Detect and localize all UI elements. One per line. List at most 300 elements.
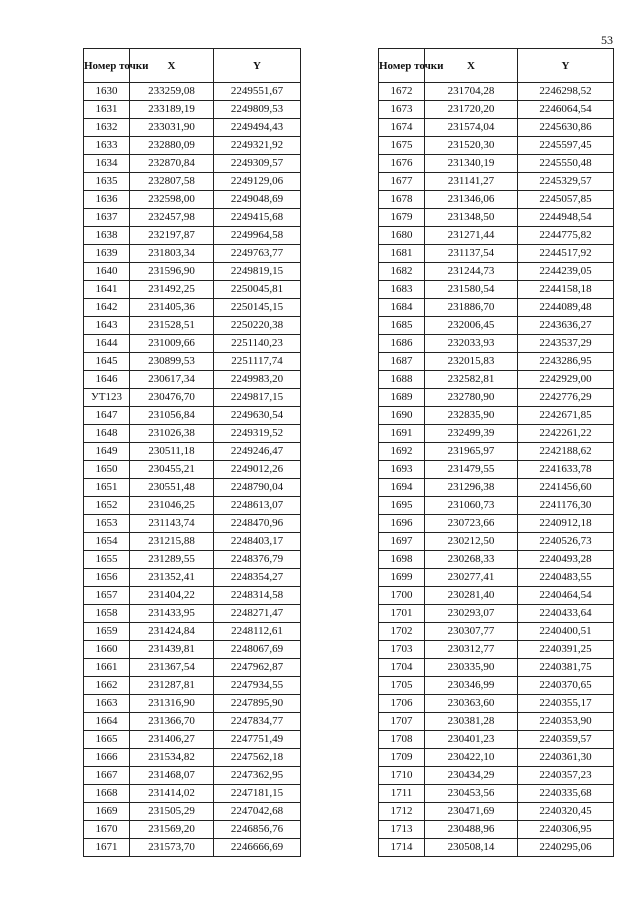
point-number-cell: 1688 <box>379 371 425 389</box>
point-number-cell: 1711 <box>379 785 425 803</box>
x-coordinate-cell: 231405,36 <box>130 299 214 317</box>
x-coordinate-cell: 231704,28 <box>425 83 518 101</box>
table-header-row <box>84 49 301 83</box>
point-number-cell: 1694 <box>379 479 425 497</box>
table-row <box>379 137 614 155</box>
point-number-cell: 1701 <box>379 605 425 623</box>
y-coordinate-cell: 2247181,15 <box>214 785 301 803</box>
table-row <box>379 515 614 533</box>
y-coordinate-cell: 2249415,68 <box>214 209 301 227</box>
table-row <box>379 173 614 191</box>
x-coordinate-cell: 230381,28 <box>425 713 518 731</box>
point-number-cell: 1634 <box>84 155 130 173</box>
y-coordinate-cell: 2245597,45 <box>518 137 614 155</box>
table-row <box>84 551 301 569</box>
x-coordinate-cell: 231046,25 <box>130 497 214 515</box>
point-number-cell: 1649 <box>84 443 130 461</box>
y-coordinate-cell: 2240320,45 <box>518 803 614 821</box>
point-number-cell: 1636 <box>84 191 130 209</box>
x-coordinate-cell: 230899,53 <box>130 353 214 371</box>
y-coordinate-cell: 2244239,05 <box>518 263 614 281</box>
point-number-cell: 1651 <box>84 479 130 497</box>
table-row <box>379 317 614 335</box>
y-coordinate-cell: 2244948,54 <box>518 209 614 227</box>
header-y: Y <box>214 49 301 83</box>
table-row <box>84 695 301 713</box>
point-number-cell: 1667 <box>84 767 130 785</box>
x-coordinate-cell: 230281,40 <box>425 587 518 605</box>
point-number-cell: 1657 <box>84 587 130 605</box>
x-coordinate-cell: 230363,60 <box>425 695 518 713</box>
y-coordinate-cell: 2240335,68 <box>518 785 614 803</box>
table-row <box>84 425 301 443</box>
point-number-cell: 1710 <box>379 767 425 785</box>
point-number-cell: 1681 <box>379 245 425 263</box>
y-coordinate-cell: 2249817,15 <box>214 389 301 407</box>
table-row <box>379 497 614 515</box>
point-number-cell: 1660 <box>84 641 130 659</box>
table-row <box>84 713 301 731</box>
table-row <box>379 569 614 587</box>
table-row <box>379 767 614 785</box>
coordinates-table-left <box>83 48 301 857</box>
point-number-cell: 1674 <box>379 119 425 137</box>
x-coordinate-cell: 232835,90 <box>425 407 518 425</box>
x-coordinate-cell: 230453,56 <box>425 785 518 803</box>
table-row <box>84 785 301 803</box>
x-coordinate-cell: 230422,10 <box>425 749 518 767</box>
table-row <box>379 749 614 767</box>
x-coordinate-cell: 231574,04 <box>425 119 518 137</box>
table-row <box>379 209 614 227</box>
table-row <box>84 767 301 785</box>
x-coordinate-cell: 233031,90 <box>130 119 214 137</box>
table-row <box>379 227 614 245</box>
y-coordinate-cell: 2248271,47 <box>214 605 301 623</box>
point-number-cell: 1705 <box>379 677 425 695</box>
table-row <box>379 551 614 569</box>
table-row <box>379 587 614 605</box>
x-coordinate-cell: 230455,21 <box>130 461 214 479</box>
point-number-cell: 1662 <box>84 677 130 695</box>
y-coordinate-cell: 2240306,95 <box>518 821 614 839</box>
y-coordinate-cell: 2246064,54 <box>518 101 614 119</box>
y-coordinate-cell: 2240361,30 <box>518 749 614 767</box>
point-number-cell: 1665 <box>84 731 130 749</box>
point-number-cell: 1677 <box>379 173 425 191</box>
x-coordinate-cell: 231289,55 <box>130 551 214 569</box>
point-number-cell: 1704 <box>379 659 425 677</box>
table-body-right <box>379 83 614 857</box>
x-coordinate-cell: 231340,19 <box>425 155 518 173</box>
point-number-cell: 1672 <box>379 83 425 101</box>
table-row <box>379 533 614 551</box>
x-coordinate-cell: 231886,70 <box>425 299 518 317</box>
x-coordinate-cell: 230471,69 <box>425 803 518 821</box>
x-coordinate-cell: 232870,84 <box>130 155 214 173</box>
table-row <box>84 569 301 587</box>
x-coordinate-cell: 230277,41 <box>425 569 518 587</box>
y-coordinate-cell: 2248790,04 <box>214 479 301 497</box>
y-coordinate-cell: 2245630,86 <box>518 119 614 137</box>
x-coordinate-cell: 232499,39 <box>425 425 518 443</box>
table-body-left <box>84 83 301 857</box>
x-coordinate-cell: 231056,84 <box>130 407 214 425</box>
y-coordinate-cell: 2241633,78 <box>518 461 614 479</box>
table-row <box>379 479 614 497</box>
y-coordinate-cell: 2249763,77 <box>214 245 301 263</box>
x-coordinate-cell: 231009,66 <box>130 335 214 353</box>
y-coordinate-cell: 2240353,90 <box>518 713 614 731</box>
y-coordinate-cell: 2248112,61 <box>214 623 301 641</box>
table-row <box>84 155 301 173</box>
y-coordinate-cell: 2249630,54 <box>214 407 301 425</box>
table-row <box>84 677 301 695</box>
table-row <box>379 641 614 659</box>
x-coordinate-cell: 231534,82 <box>130 749 214 767</box>
point-number-cell: 1682 <box>379 263 425 281</box>
x-coordinate-cell: 231596,90 <box>130 263 214 281</box>
point-number-cell: 1708 <box>379 731 425 749</box>
y-coordinate-cell: 2244517,92 <box>518 245 614 263</box>
x-coordinate-cell: 232457,98 <box>130 209 214 227</box>
table-row <box>379 623 614 641</box>
table-row <box>84 119 301 137</box>
y-coordinate-cell: 2250220,38 <box>214 317 301 335</box>
y-coordinate-cell: 2240526,73 <box>518 533 614 551</box>
y-coordinate-cell: 2241176,30 <box>518 497 614 515</box>
x-coordinate-cell: 231060,73 <box>425 497 518 515</box>
y-coordinate-cell: 2247834,77 <box>214 713 301 731</box>
y-coordinate-cell: 2242929,00 <box>518 371 614 389</box>
x-coordinate-cell: 231803,34 <box>130 245 214 263</box>
x-coordinate-cell: 231137,54 <box>425 245 518 263</box>
table-row <box>379 299 614 317</box>
y-coordinate-cell: 2246298,52 <box>518 83 614 101</box>
y-coordinate-cell: 2240381,75 <box>518 659 614 677</box>
table-row <box>84 533 301 551</box>
point-number-cell: 1641 <box>84 281 130 299</box>
point-number-cell: 1686 <box>379 335 425 353</box>
table-row <box>84 299 301 317</box>
x-coordinate-cell: 232033,93 <box>425 335 518 353</box>
point-number-cell: 1632 <box>84 119 130 137</box>
point-number-cell: 1663 <box>84 695 130 713</box>
y-coordinate-cell: 2240464,54 <box>518 587 614 605</box>
x-coordinate-cell: 230551,48 <box>130 479 214 497</box>
point-number-cell: 1656 <box>84 569 130 587</box>
y-coordinate-cell: 2247895,90 <box>214 695 301 713</box>
x-coordinate-cell: 231492,25 <box>130 281 214 299</box>
y-coordinate-cell: 2249048,69 <box>214 191 301 209</box>
x-coordinate-cell: 231528,51 <box>130 317 214 335</box>
table-row <box>84 173 301 191</box>
point-number-cell: 1685 <box>379 317 425 335</box>
y-coordinate-cell: 2250045,81 <box>214 281 301 299</box>
table-row <box>84 497 301 515</box>
y-coordinate-cell: 2249012,26 <box>214 461 301 479</box>
point-number-cell: 1661 <box>84 659 130 677</box>
x-coordinate-cell: 230488,96 <box>425 821 518 839</box>
y-coordinate-cell: 2249321,92 <box>214 137 301 155</box>
table-row <box>379 785 614 803</box>
point-number-cell: 1679 <box>379 209 425 227</box>
point-number-cell: 1668 <box>84 785 130 803</box>
table-row <box>84 461 301 479</box>
point-number-cell: 1690 <box>379 407 425 425</box>
table-row <box>84 821 301 839</box>
table-row <box>379 191 614 209</box>
point-number-cell: 1684 <box>379 299 425 317</box>
point-number-cell: 1695 <box>379 497 425 515</box>
point-number-cell: 1692 <box>379 443 425 461</box>
point-number-cell: 1713 <box>379 821 425 839</box>
header-x: X <box>130 49 214 83</box>
x-coordinate-cell: 231296,38 <box>425 479 518 497</box>
y-coordinate-cell: 2241456,60 <box>518 479 614 497</box>
table-row <box>84 209 301 227</box>
y-coordinate-cell: 2249819,15 <box>214 263 301 281</box>
y-coordinate-cell: 2243636,27 <box>518 317 614 335</box>
point-number-cell: 1676 <box>379 155 425 173</box>
table-row <box>84 479 301 497</box>
y-coordinate-cell: 2245329,57 <box>518 173 614 191</box>
point-number-cell: 1644 <box>84 335 130 353</box>
x-coordinate-cell: 232807,58 <box>130 173 214 191</box>
x-coordinate-cell: 232197,87 <box>130 227 214 245</box>
y-coordinate-cell: 2240355,17 <box>518 695 614 713</box>
point-number-cell: 1689 <box>379 389 425 407</box>
table-row <box>379 245 614 263</box>
x-coordinate-cell: 231366,70 <box>130 713 214 731</box>
table-row <box>84 641 301 659</box>
point-number-cell: 1673 <box>379 101 425 119</box>
x-coordinate-cell: 231520,30 <box>425 137 518 155</box>
table-row <box>84 83 301 101</box>
table-row <box>84 227 301 245</box>
y-coordinate-cell: 2240391,25 <box>518 641 614 659</box>
point-number-cell: 1683 <box>379 281 425 299</box>
x-coordinate-cell: 230335,90 <box>425 659 518 677</box>
point-number-cell: 1703 <box>379 641 425 659</box>
point-number-cell: УТ123 <box>84 389 130 407</box>
table-row <box>84 731 301 749</box>
table-row <box>379 677 614 695</box>
x-coordinate-cell: 231505,29 <box>130 803 214 821</box>
y-coordinate-cell: 2249983,20 <box>214 371 301 389</box>
table-row <box>84 101 301 119</box>
x-coordinate-cell: 230346,99 <box>425 677 518 695</box>
table-row <box>379 425 614 443</box>
x-coordinate-cell: 231141,27 <box>425 173 518 191</box>
point-number-cell: 1666 <box>84 749 130 767</box>
point-number-cell: 1655 <box>84 551 130 569</box>
table-row <box>379 659 614 677</box>
table-row <box>84 371 301 389</box>
x-coordinate-cell: 231720,20 <box>425 101 518 119</box>
table-row <box>84 605 301 623</box>
x-coordinate-cell: 230617,34 <box>130 371 214 389</box>
x-coordinate-cell: 230511,18 <box>130 443 214 461</box>
table-row <box>84 623 301 641</box>
y-coordinate-cell: 2245550,48 <box>518 155 614 173</box>
x-coordinate-cell: 233259,08 <box>130 83 214 101</box>
table-row <box>379 335 614 353</box>
x-coordinate-cell: 231406,27 <box>130 731 214 749</box>
table-row <box>379 605 614 623</box>
table-row <box>379 83 614 101</box>
point-number-cell: 1664 <box>84 713 130 731</box>
table-row <box>379 731 614 749</box>
x-coordinate-cell: 232582,81 <box>425 371 518 389</box>
header-point-number: Номер точки <box>379 49 425 83</box>
x-coordinate-cell: 230476,70 <box>130 389 214 407</box>
y-coordinate-cell: 2249246,47 <box>214 443 301 461</box>
y-coordinate-cell: 2247934,55 <box>214 677 301 695</box>
table-row <box>379 389 614 407</box>
x-coordinate-cell: 230212,50 <box>425 533 518 551</box>
table-row <box>84 137 301 155</box>
point-number-cell: 1640 <box>84 263 130 281</box>
point-number-cell: 1633 <box>84 137 130 155</box>
point-number-cell: 1653 <box>84 515 130 533</box>
point-number-cell: 1638 <box>84 227 130 245</box>
table-row <box>84 587 301 605</box>
point-number-cell: 1709 <box>379 749 425 767</box>
table-row <box>379 371 614 389</box>
point-number-cell: 1647 <box>84 407 130 425</box>
x-coordinate-cell: 231143,74 <box>130 515 214 533</box>
y-coordinate-cell: 2250145,15 <box>214 299 301 317</box>
point-number-cell: 1645 <box>84 353 130 371</box>
y-coordinate-cell: 2247562,18 <box>214 749 301 767</box>
point-number-cell: 1714 <box>379 839 425 857</box>
y-coordinate-cell: 2242188,62 <box>518 443 614 461</box>
point-number-cell: 1650 <box>84 461 130 479</box>
y-coordinate-cell: 2245057,85 <box>518 191 614 209</box>
y-coordinate-cell: 2249964,58 <box>214 227 301 245</box>
y-coordinate-cell: 2247962,87 <box>214 659 301 677</box>
y-coordinate-cell: 2248376,79 <box>214 551 301 569</box>
table-row <box>379 407 614 425</box>
x-coordinate-cell: 231026,38 <box>130 425 214 443</box>
y-coordinate-cell: 2240912,18 <box>518 515 614 533</box>
y-coordinate-cell: 2240433,64 <box>518 605 614 623</box>
y-coordinate-cell: 2251117,74 <box>214 353 301 371</box>
point-number-cell: 1699 <box>379 569 425 587</box>
y-coordinate-cell: 2240493,28 <box>518 551 614 569</box>
x-coordinate-cell: 231215,88 <box>130 533 214 551</box>
x-coordinate-cell: 233189,19 <box>130 101 214 119</box>
x-coordinate-cell: 231965,97 <box>425 443 518 461</box>
point-number-cell: 1643 <box>84 317 130 335</box>
point-number-cell: 1680 <box>379 227 425 245</box>
y-coordinate-cell: 2242671,85 <box>518 407 614 425</box>
point-number-cell: 1693 <box>379 461 425 479</box>
point-number-cell: 1697 <box>379 533 425 551</box>
point-number-cell: 1648 <box>84 425 130 443</box>
y-coordinate-cell: 2246666,69 <box>214 839 301 857</box>
y-coordinate-cell: 2240400,51 <box>518 623 614 641</box>
table-row <box>379 353 614 371</box>
table-row <box>84 335 301 353</box>
x-coordinate-cell: 231367,54 <box>130 659 214 677</box>
x-coordinate-cell: 232015,83 <box>425 353 518 371</box>
point-number-cell: 1670 <box>84 821 130 839</box>
x-coordinate-cell: 231244,73 <box>425 263 518 281</box>
table-row <box>84 659 301 677</box>
table-row <box>84 281 301 299</box>
point-number-cell: 1712 <box>379 803 425 821</box>
x-coordinate-cell: 231348,50 <box>425 209 518 227</box>
x-coordinate-cell: 232006,45 <box>425 317 518 335</box>
y-coordinate-cell: 2242261,22 <box>518 425 614 443</box>
table-row <box>84 317 301 335</box>
table-row <box>84 245 301 263</box>
table-row <box>379 443 614 461</box>
page-number: 53 <box>601 33 613 47</box>
point-number-cell: 1675 <box>379 137 425 155</box>
table-row <box>379 461 614 479</box>
table-row <box>84 263 301 281</box>
table-row <box>379 839 614 857</box>
y-coordinate-cell: 2244775,82 <box>518 227 614 245</box>
table-row <box>84 389 301 407</box>
y-coordinate-cell: 2248354,27 <box>214 569 301 587</box>
table-row <box>84 839 301 857</box>
x-coordinate-cell: 231346,06 <box>425 191 518 209</box>
x-coordinate-cell: 231569,20 <box>130 821 214 839</box>
x-coordinate-cell: 231439,81 <box>130 641 214 659</box>
table-row <box>84 191 301 209</box>
table-row <box>379 803 614 821</box>
x-coordinate-cell: 231316,90 <box>130 695 214 713</box>
point-number-cell: 1654 <box>84 533 130 551</box>
y-coordinate-cell: 2240370,65 <box>518 677 614 695</box>
x-coordinate-cell: 230307,77 <box>425 623 518 641</box>
x-coordinate-cell: 232780,90 <box>425 389 518 407</box>
coordinates-table-right <box>378 48 614 857</box>
x-coordinate-cell: 231287,81 <box>130 677 214 695</box>
point-number-cell: 1639 <box>84 245 130 263</box>
x-coordinate-cell: 231414,02 <box>130 785 214 803</box>
table-row <box>84 443 301 461</box>
y-coordinate-cell: 2248403,17 <box>214 533 301 551</box>
x-coordinate-cell: 230268,33 <box>425 551 518 569</box>
x-coordinate-cell: 231404,22 <box>130 587 214 605</box>
y-coordinate-cell: 2247362,95 <box>214 767 301 785</box>
x-coordinate-cell: 231352,41 <box>130 569 214 587</box>
y-coordinate-cell: 2243286,95 <box>518 353 614 371</box>
table-row <box>379 281 614 299</box>
x-coordinate-cell: 230434,29 <box>425 767 518 785</box>
table-row <box>379 119 614 137</box>
y-coordinate-cell: 2246856,76 <box>214 821 301 839</box>
x-coordinate-cell: 231468,07 <box>130 767 214 785</box>
point-number-cell: 1659 <box>84 623 130 641</box>
point-number-cell: 1635 <box>84 173 130 191</box>
y-coordinate-cell: 2249809,53 <box>214 101 301 119</box>
y-coordinate-cell: 2244158,18 <box>518 281 614 299</box>
point-number-cell: 1707 <box>379 713 425 731</box>
header-x: X <box>425 49 518 83</box>
y-coordinate-cell: 2244089,48 <box>518 299 614 317</box>
y-coordinate-cell: 2249551,67 <box>214 83 301 101</box>
y-coordinate-cell: 2248314,58 <box>214 587 301 605</box>
x-coordinate-cell: 232880,09 <box>130 137 214 155</box>
point-number-cell: 1652 <box>84 497 130 515</box>
y-coordinate-cell: 2240295,06 <box>518 839 614 857</box>
